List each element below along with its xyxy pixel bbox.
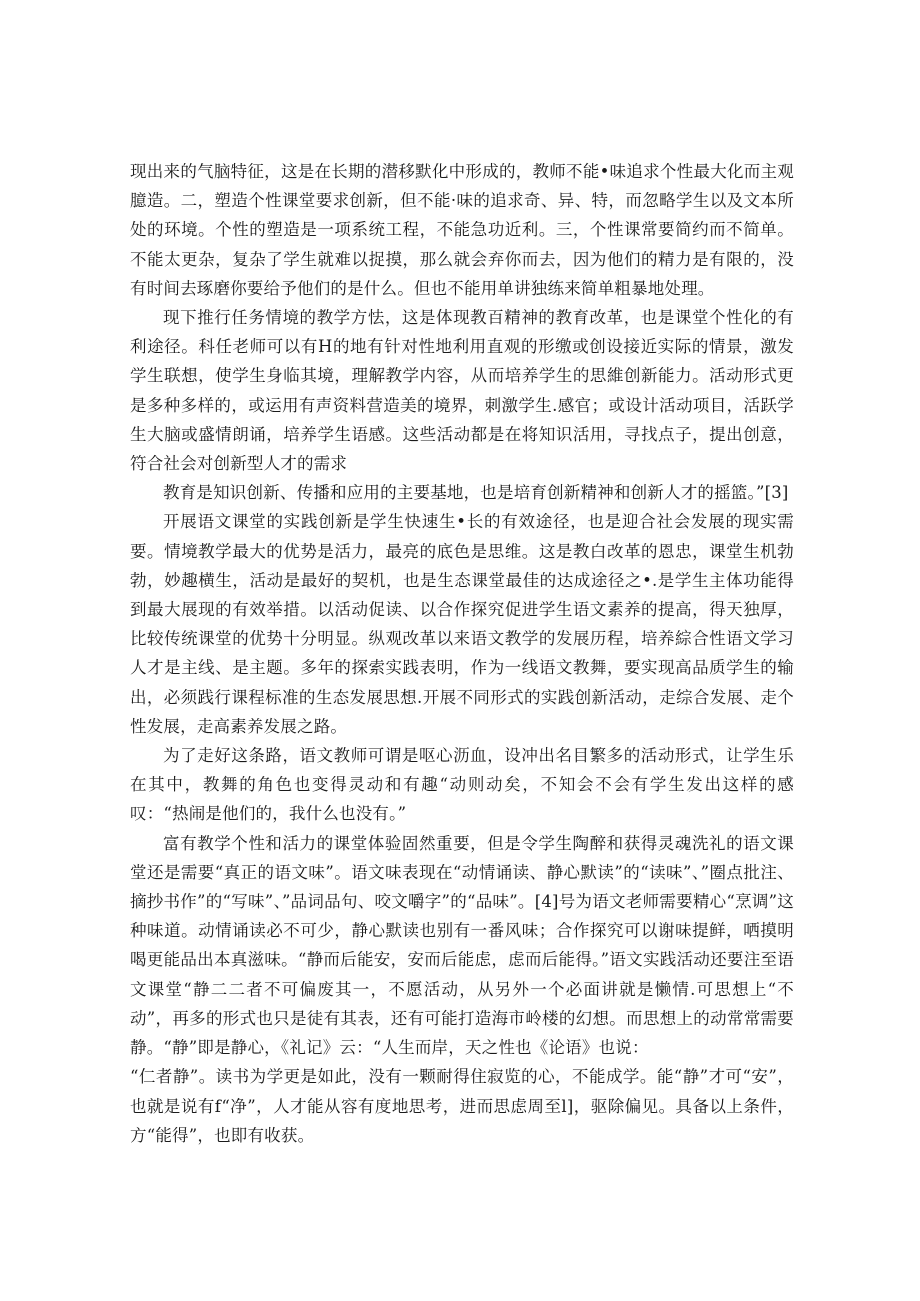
- paragraph-6: 富有教学个性和活力的课堂体验固然重要，但是令学生陶醉和获得灵魂洗礼的语文课堂还是需要“真正的语文味”。语文味表现在“动情诵读、静心默读”的“读味”、”圈点批注、摘抄书作”的“写味”、”品词品句、咬文嚼字”的“品味”。[4]号为语文老师需要精心“烹调”这种味道。动情诵读必不可少，静心默读也别有一番风味；合作探究可以谢味提鲜，哂摸明喝更能品出本真滋味。“静而后能安，安而后能虑，虑而后能得。”语文实践活动还要注至语文课堂“静二二者不可偏废其一，不愿活动，从另外一个必面讲就是懒情.可思想上“不动”，再多的形式也只是徒有其表，还有可能打造海市岭楼的幻想。而思想上的动常常需要静。“静”即是静心，《礼记》云：“人生而岸，天之性也《论语》也说：: [130, 833, 794, 1058]
- paragraph-4: 开展语文课堂的实践创新是学生快速生•长的有效途径，也是迎合社会发展的现实需要。情境教学最大的优势是活力，最亮的底色是思维。这是教白改革的恩忠，课堂生机勃勃，妙趣横生，活动是最好的契机，也是生态课堂最佳的达成途径之•.是学生主体功能得到最大展现的有效举措。以活动促读、以合作探究促进学生语文素养的提高，得天独厚，比较传统课堂的优势十分明显。纵观改革以来语文教学的发展历程，培养綜合性语文学习人才是主线、是主题。多年的探索实践表明，作为一线语文教舞，要实现高品质学生的输出，必须践行课程标准的生态发展思想.开展不同形式的实践创新活动，走综合发展、走个性发展，走高素养发展之路。: [130, 512, 794, 736]
- paragraph-7: “仁者静”。读书为学更是如此，没有一颗耐得住寂览的心，不能成学。能“静”才可“安”，也就是说有f“净”，人才能从容有度地思考，进而思虑周至l]，驱除偏见。具备以上条件，方“能得”，也即有收获。: [130, 1067, 794, 1145]
- paragraph-2: 现下推行任务情境的教学方怯，这是体现教百精神的教育改革，也是课堂个性化的有利途径。科任老师可以有H的地有针对性地利用直观的形缴或创设接近实际的情景，激发学生联想，使学生身临其境，理解教学内容，从而培养学生的思維创新能力。活动形式更是多种多样的，或运用有声资料营造美的境界，刺激学生.感官；或设计活动项目，活跃学生大脑或盛情朗诵，培养学生语感。这些活动都是在将知识活用，寻找点子，提出创意，符合社会对创新型人才的需求: [130, 308, 794, 474]
- document-body: [130, 157, 794, 1150]
- paragraph-3: 教育是知识创新、传播和应用的主要基地，也是培育创新精神和创新人才的摇篮。”[3]: [163, 483, 789, 503]
- paragraph-1: 现出来的气脑特征，这是在长期的潜移默化中形成的，教师不能•味追求个性最大化而主观臆造。二，塑造个性课堂要求创新，但不能·味的追求奇、异、特，而忽略学生以及文本所处的环境。个性的塑造是一项系统工程，不能急功近利。三，个性课常要简约而不简单。不能太更杂，复杂了学生就难以捉摸，那么就会弃你而去，因为他们的精力是有限的，没有时间去琢磨你要给予他们的是什么。但也不能用单讲独练来简单粗暴地处理。: [130, 162, 794, 298]
- paragraph-5: 为了走好这条路，语文教师可谓是呕心沥血，设冲出名目繁多的活动形式，让学生乐在其中，教舞的角色也变得灵动和有趣“动则动矣，不知会不会有学生发出这样的感叹：“热闹是他们的，我什么也没有。”: [130, 746, 794, 824]
